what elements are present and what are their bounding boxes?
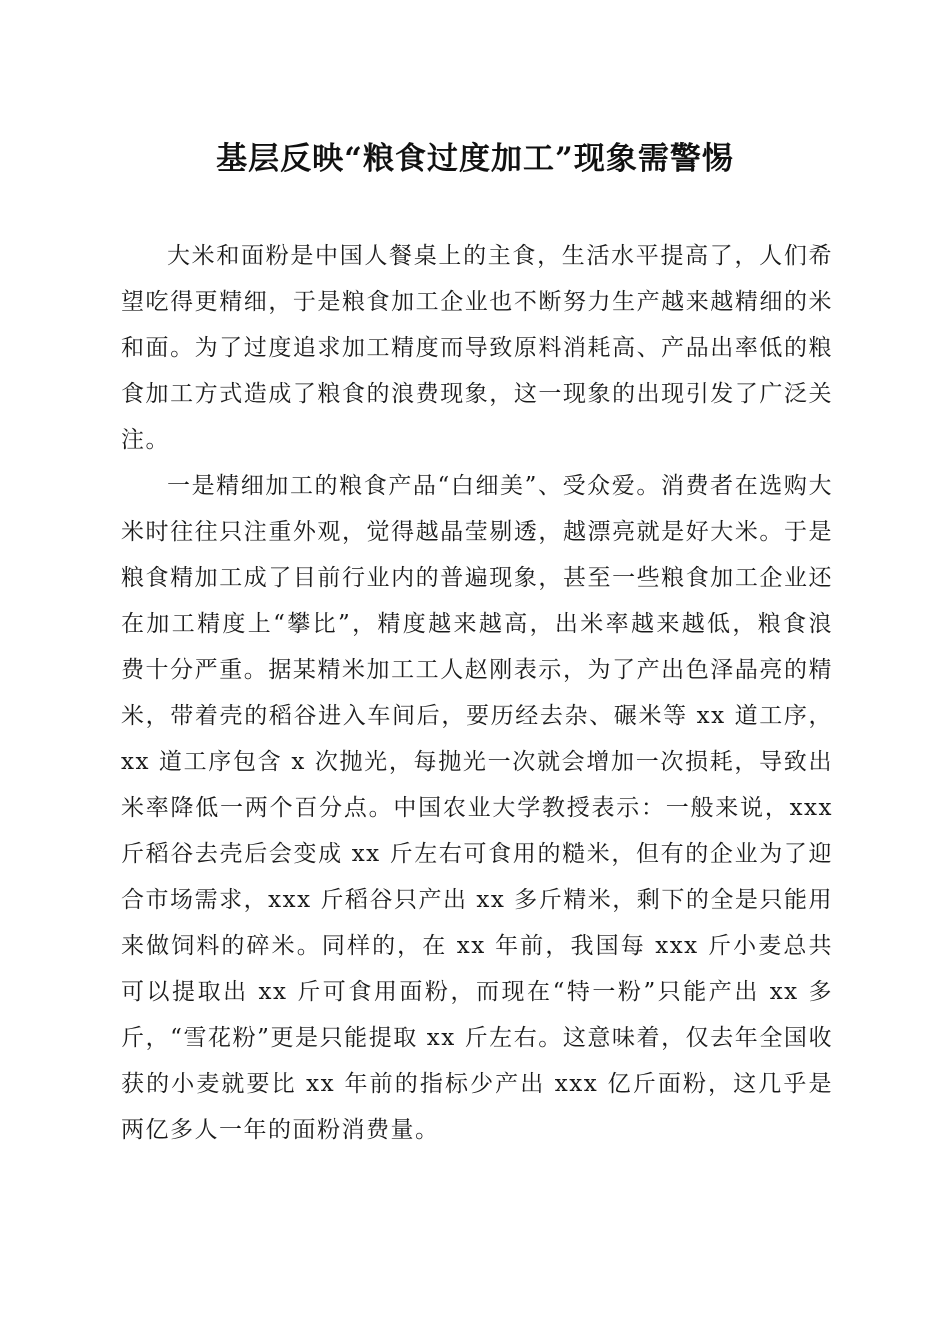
document-title: 基层反映“粮食过度加工”现象需警惕 — [216, 141, 734, 177]
paragraph-point-one: 一是精细加工的粮食产品“白细美”、受众爱。消费者在选购大米时往往只注重外观，觉得越晶莹剔透，越漂亮就是好大米。于是粮食精加工成了目前行业内的普遍现象，甚至一些粮食加工企业还在加工精度上“攀比”，精度越来越高，出米率越来越低，粮食浪费十分严重。据某精米加工工人赵刚表示，为了产出色泽晶亮的精米，带着壳的稻谷进入车间后，要历经去杂、碾米等 xx 道工序，xx 道工序包含 x 次抛光，每抛光一次就会增加一次损耗，导致出米率降低一两个百分点。中国农业大学教授表示：一般来说，xxx 斤稻谷去壳后会变成 xx 斤左右可食用的糙米，但有的企业为了迎合市场需求，xxx 斤稻谷只产出 xx 多斤精米，剩下的全是只能用来做饲料的碎米。同样的，在 xx 年前，我国每 xxx 斤小麦总共可以提取出 xx 斤可食用面粉，而现在“特一粉”只能产出 xx 多斤，“雪花粉”更是只能提取 xx 斤左右。这意味着，仅去年全国收获的小麦就要比 xx 年前的指标少产出 xxx 亿斤面粉，这几乎是两亿多人一年的面粉消费量。 — [121, 473, 833, 1143]
paragraph-intro: 大米和面粉是中国人餐桌上的主食，生活水平提高了，人们希望吃得更精细，于是粮食加工企业也不断努力生产越来越精细的米和面。为了过度追求加工精度而导致原料消耗高、产品出率低的粮食加工方式造成了粮食的浪费现象，这一现象的出现引发了广泛关注。 — [121, 243, 833, 453]
document-body — [121, 233, 833, 1153]
